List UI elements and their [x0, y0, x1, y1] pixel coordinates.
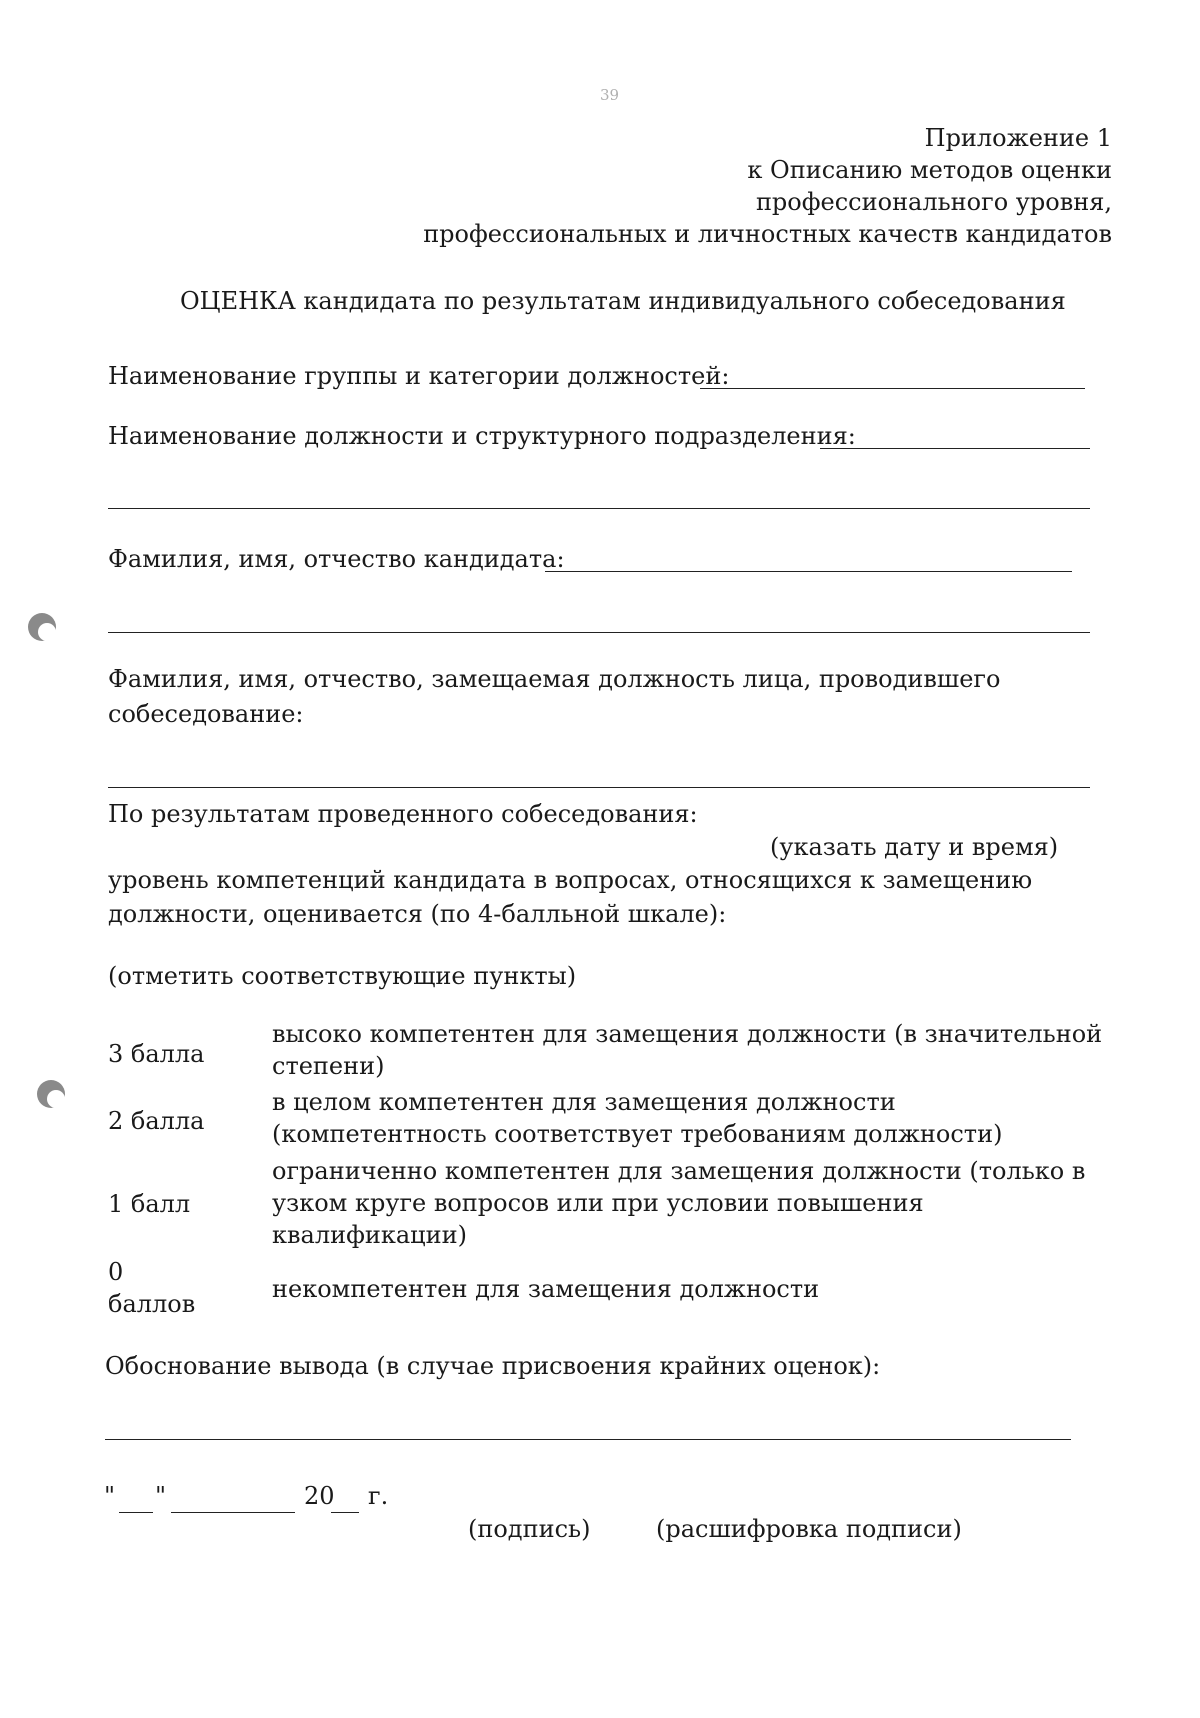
page-number: 39 [600, 86, 620, 104]
appendix-line-3: профессионального уровня, [755, 188, 1112, 216]
date-month-line[interactable] [171, 1512, 295, 1513]
score-0-label-word[interactable]: баллов [108, 1290, 196, 1318]
candidate-input-line-2[interactable] [108, 632, 1090, 633]
score-1-desc: ограниченно компетентен для замещения должности (только в узком круге вопросов или при условии повышения квалификации) [272, 1157, 1086, 1249]
group-label: Наименование группы и категории должностей: [108, 362, 730, 390]
candidate-input-line[interactable] [545, 571, 1072, 572]
date-quote-close: " [155, 1482, 167, 1510]
signature-hint: (подпись) [468, 1515, 591, 1543]
level-line-1: уровень компетенций кандидата в вопросах, относящихся к замещению [108, 866, 1033, 894]
interviewer-label-line-2: собеседование: [108, 700, 304, 728]
score-0-label-number[interactable]: 0 [108, 1258, 124, 1286]
document-title: ОЦЕНКА кандидата по результатам индивидуального собеседования [180, 287, 1066, 315]
candidate-label: Фамилия, имя, отчество кандидата: [108, 545, 565, 573]
date-hint: (указать дату и время) [770, 833, 1059, 861]
score-2-desc: в целом компетентен для замещения должности (компетентность соответствует требованиям должности) [272, 1088, 1003, 1148]
score-1-label[interactable]: 1 балл [108, 1190, 191, 1218]
interviewer-input-line[interactable] [108, 787, 1090, 788]
score-0-desc: некомпетентен для замещения должности [272, 1275, 820, 1303]
position-label: Наименование должности и структурного подразделения: [108, 422, 856, 450]
justification-label: Обоснование вывода (в случае присвоения крайних оценок): [105, 1352, 881, 1380]
date-year-suffix: г. [368, 1482, 389, 1510]
date-year-line[interactable] [331, 1512, 359, 1513]
date-day-line[interactable] [119, 1512, 153, 1513]
punch-hole-top [28, 613, 56, 641]
appendix-line-2: к Описанию методов оценки [747, 156, 1112, 184]
interviewer-label-line-1: Фамилия, имя, отчество, замещаемая должность лица, проводившего [108, 665, 1001, 693]
signature-decode-hint: (расшифровка подписи) [656, 1515, 962, 1543]
punch-hole-bottom [37, 1080, 65, 1108]
results-intro: По результатам проведенного собеседования: [108, 800, 698, 828]
justification-input-line[interactable] [105, 1439, 1071, 1440]
appendix-line-4: профессиональных и личностных качеств кандидатов [423, 220, 1112, 248]
appendix-line-1: Приложение 1 [924, 124, 1112, 152]
score-3-label[interactable]: 3 балла [108, 1040, 205, 1068]
date-quote-open: " [104, 1482, 116, 1510]
score-3-desc: высоко компетентен для замещения должности (в значительной степени) [272, 1020, 1103, 1080]
score-2-label[interactable]: 2 балла [108, 1107, 205, 1135]
date-year-prefix: 20 [304, 1482, 335, 1510]
position-input-line[interactable] [820, 448, 1090, 449]
position-input-line-2[interactable] [108, 508, 1090, 509]
group-input-line[interactable] [700, 388, 1085, 389]
mark-hint: (отметить соответствующие пункты) [108, 962, 577, 990]
level-line-2: должности, оценивается (по 4-балльной шкале): [108, 900, 727, 928]
